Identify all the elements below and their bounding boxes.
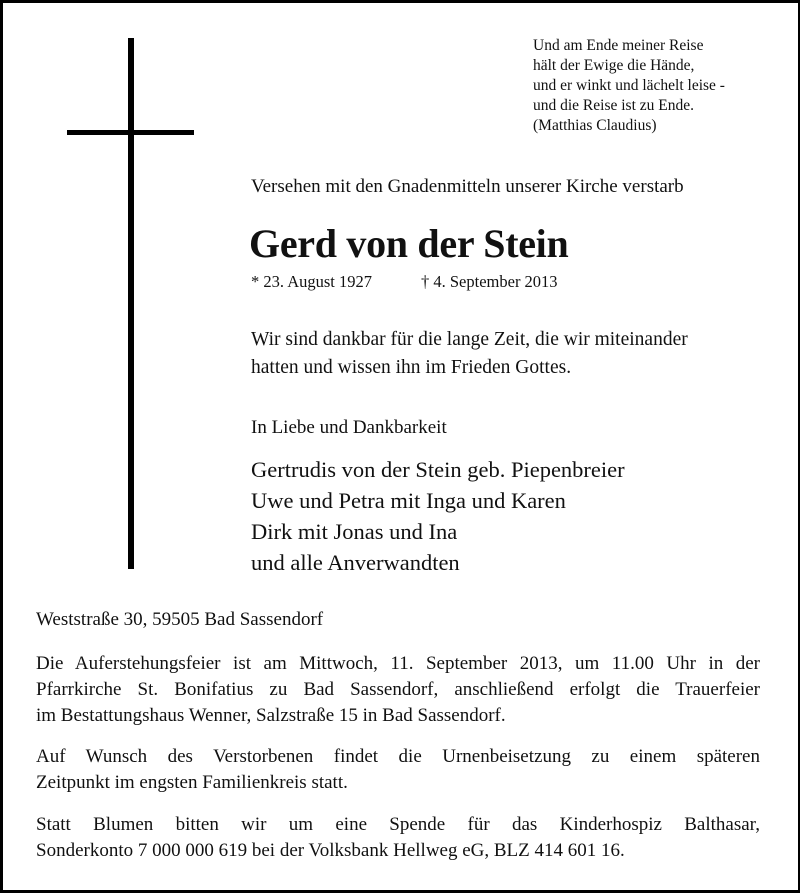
family-member: Uwe und Petra mit Inga und Karen bbox=[251, 488, 566, 513]
cross-icon-horizontal-beam bbox=[67, 130, 194, 135]
deceased-name: Gerd von der Stein bbox=[249, 221, 569, 266]
address: Weststraße 30, 59505 Bad Sassendorf bbox=[36, 609, 324, 630]
burial-paragraph bbox=[36, 744, 760, 796]
donation-paragraph bbox=[36, 812, 760, 864]
donation-line: Sonderkonto 7 000 000 619 bei der Volksbank Hellweg eG, BLZ 414 601 16. bbox=[36, 840, 625, 861]
family-member: und alle Anverwandten bbox=[251, 550, 460, 575]
quote-line: Und am Ende meiner Reise bbox=[533, 37, 704, 54]
ceremony-line: Pfarrkirche St. Bonifatius zu Bad Sassendorf, anschließend erfolgt die Trauerfeier bbox=[36, 679, 760, 700]
thanks-text bbox=[251, 326, 688, 382]
family-member: Gertrudis von der Stein geb. Piepenbreier bbox=[251, 457, 625, 482]
quote-line: hält der Ewige die Hände, bbox=[533, 57, 695, 74]
donation-line: Statt Blumen bitten wir um eine Spende für das Kinderhospiz Balthasar, bbox=[36, 814, 760, 835]
quote-line: und die Reise ist zu Ende. bbox=[533, 97, 694, 114]
ceremony-paragraph bbox=[36, 651, 760, 729]
ceremony-line: im Bestattungshaus Wenner, Salzstraße 15 in Bad Sassendorf. bbox=[36, 705, 506, 726]
cross-icon-vertical-beam bbox=[128, 38, 134, 569]
burial-line: Auf Wunsch des Verstorbenen findet die Urnenbeisetzung zu einem späteren bbox=[36, 746, 760, 767]
death-date: † 4. September 2013 bbox=[421, 272, 558, 291]
intro-text: Versehen mit den Gnadenmitteln unserer Kirche verstarb bbox=[251, 176, 684, 197]
quote-author: (Matthias Claudius) bbox=[533, 117, 657, 134]
ceremony-line: Die Auferstehungsfeier ist am Mittwoch, 11. September 2013, um 11.00 Uhr in der bbox=[36, 653, 760, 674]
thanks-line: Wir sind dankbar für die lange Zeit, die wir miteinander bbox=[251, 329, 688, 350]
thanks-line: hatten und wissen ihn im Frieden Gottes. bbox=[251, 357, 572, 378]
family-list bbox=[251, 454, 625, 578]
quote-line: und er winkt und lächelt leise - bbox=[533, 77, 725, 94]
burial-line: Zeitpunkt im engsten Familienkreis statt. bbox=[36, 772, 348, 793]
birth-date: * 23. August 1927 bbox=[251, 272, 373, 291]
love-line: In Liebe und Dankbarkeit bbox=[251, 417, 447, 438]
family-member: Dirk mit Jonas und Ina bbox=[251, 519, 458, 544]
poem-quote bbox=[533, 36, 725, 136]
